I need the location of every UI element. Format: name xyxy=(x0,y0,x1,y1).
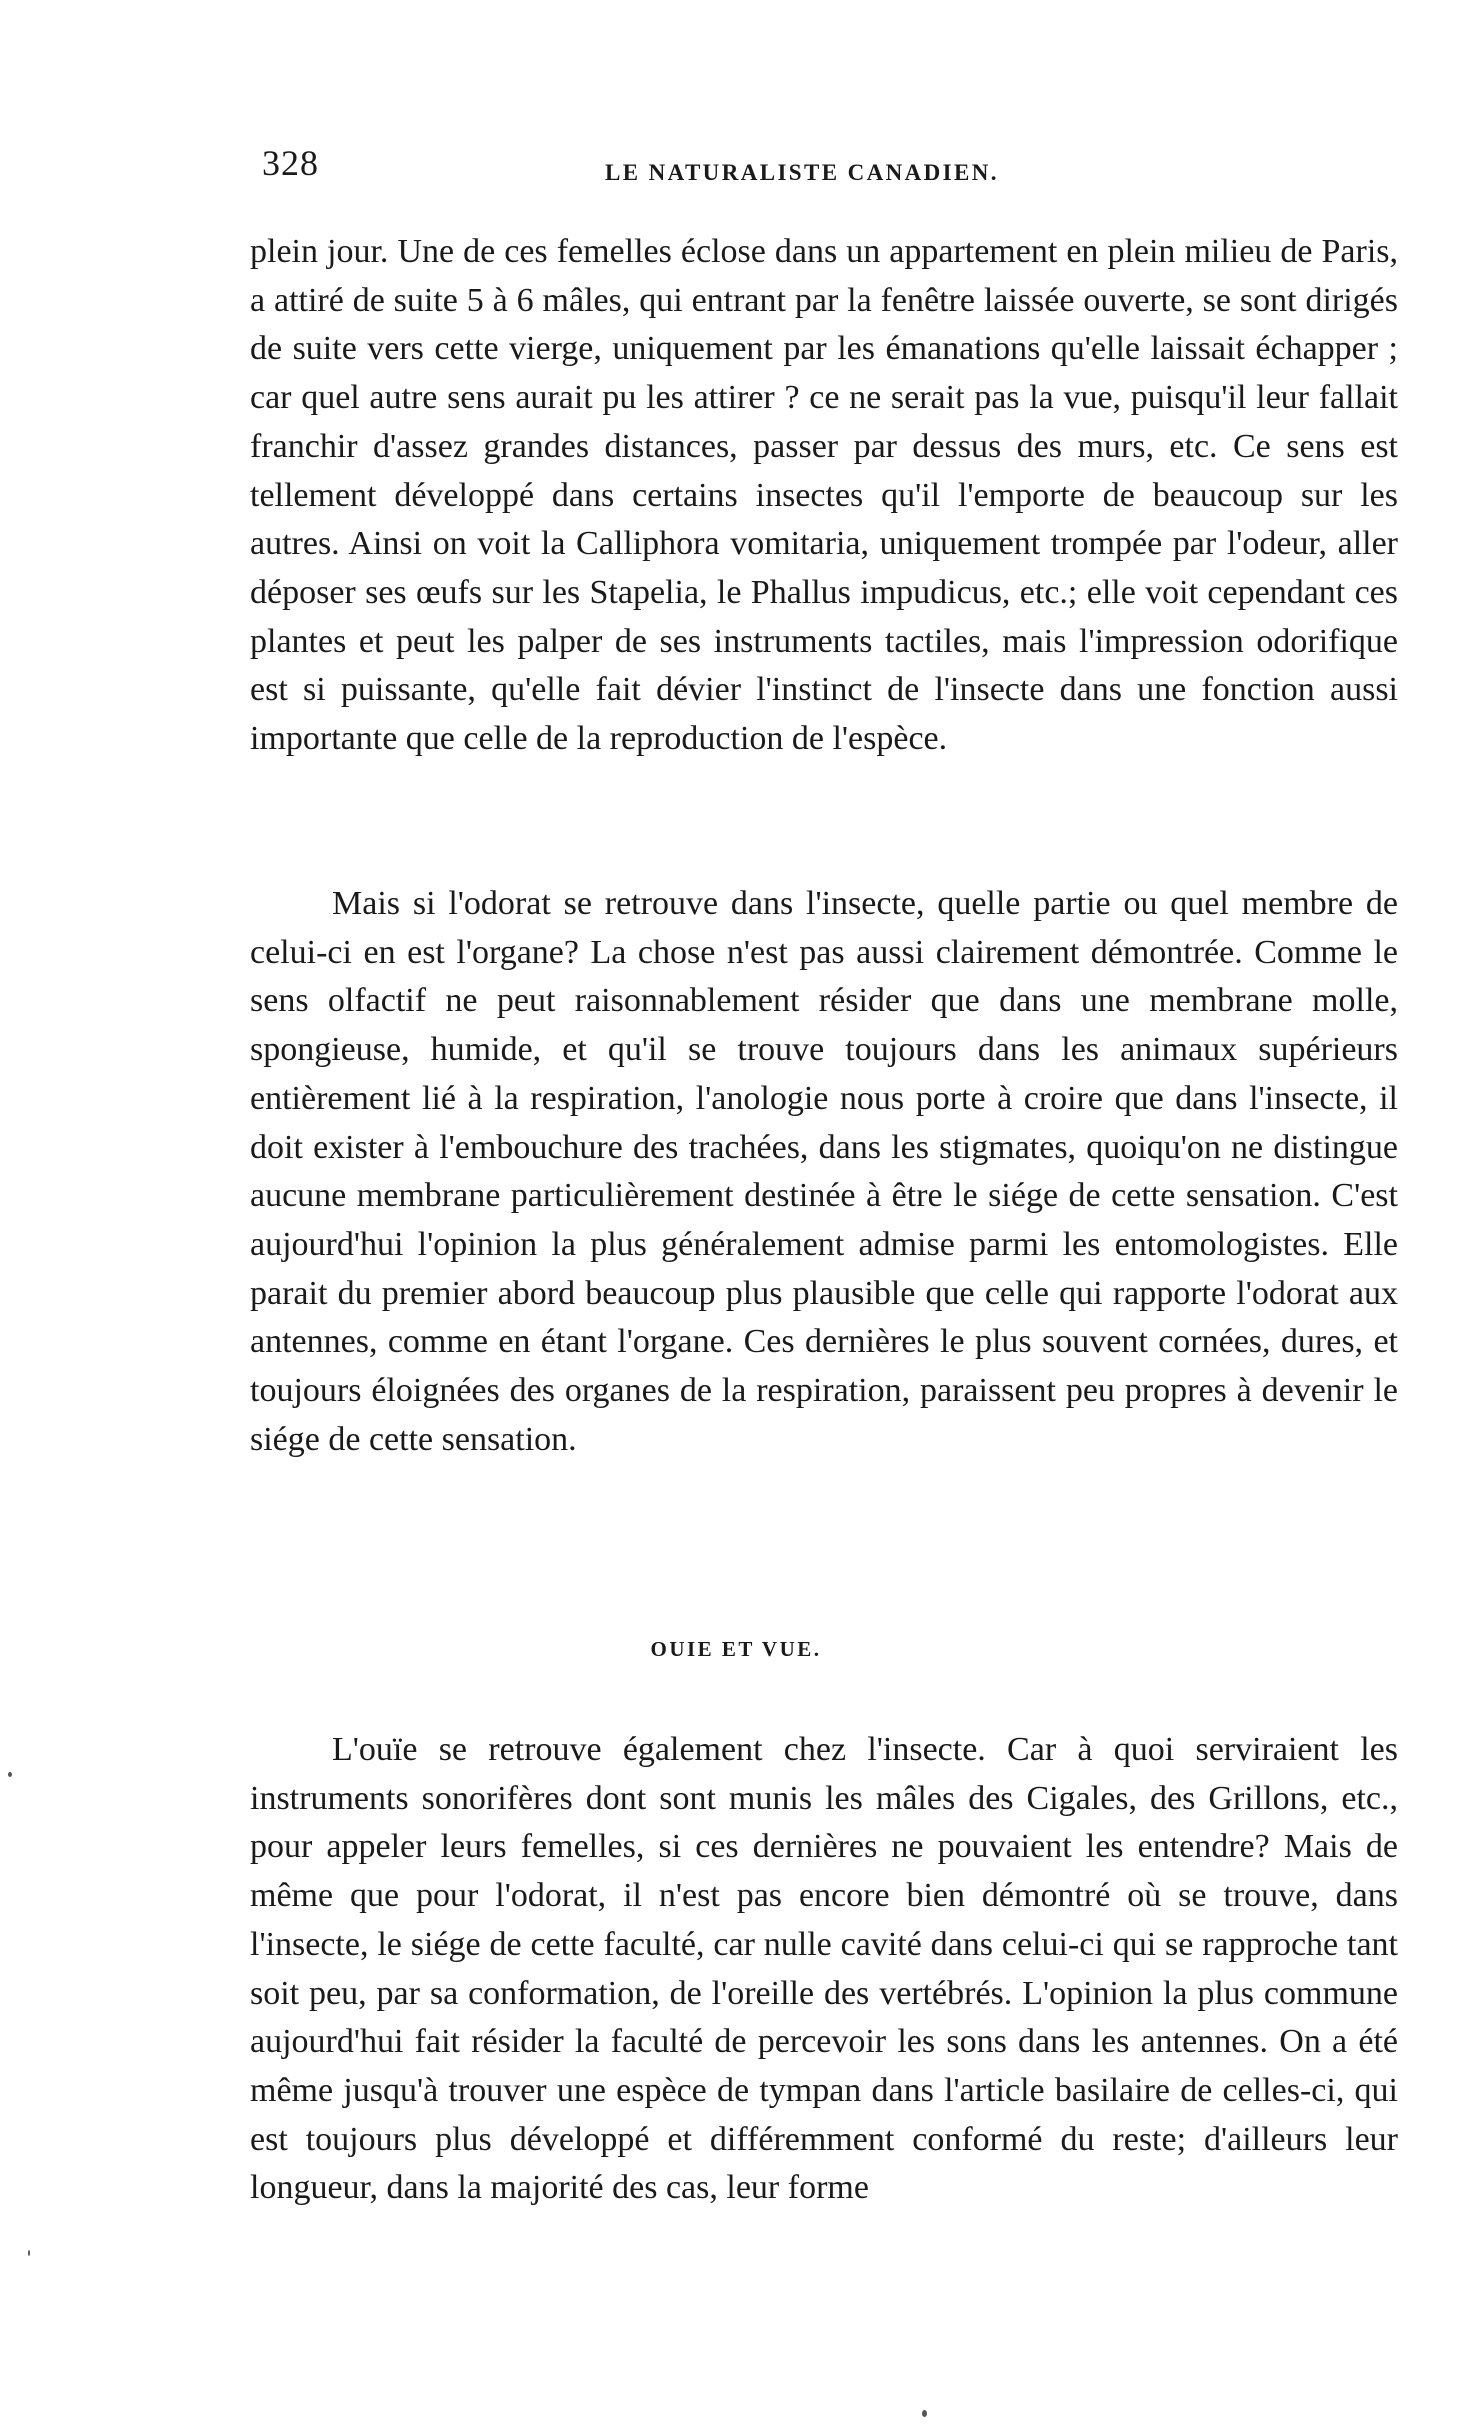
section-heading: OUIE ET VUE. xyxy=(650,1637,822,1661)
paragraph-3-text: L'ouïe se retrouve également chez l'insecte. Car à quoi serviraient les instruments sonorifères dont sont munis les mâles des Cigales, des Grillons, etc., pour appeler leurs femelles, si ces dernières ne pouvaient les entendre? Mais de même que pour l'odorat, il n'est pas encore bien démontré où se trouve, dans l'insecte, le siége de cette faculté, car nulle cavité dans celui-ci qui se rapproche tant soit peu, par sa conformation, de l'oreille des vertébrés. L'opinion la plus commune aujourd'hui fait résider la faculté de percevoir les sons dans les antennes. On a été même jusqu'à trouver une espèce de tympan dans l'article basilaire de celles-ci, qui est toujours plus développé et différemment conformé du reste; d'ailleurs leur longueur, dans la majorité des cas, leur forme xyxy=(250,1731,1398,2207)
print-speck xyxy=(28,2250,30,2256)
page-number: 328 xyxy=(262,143,319,183)
print-speck xyxy=(922,2410,927,2417)
paragraph-2 xyxy=(250,880,1398,1464)
paragraph-2-text: Mais si l'odorat se retrouve dans l'insecte, quelle partie ou quel membre de celui-ci en est l'organe? La chose n'est pas aussi clairement démontrée. Comme le sens olfactif ne peut raisonnablement résider que dans une membrane molle, spongieuse, humide, et qu'il se trouve toujours dans les animaux supérieurs entièrement lié à la respiration, l'anologie nous porte à croire que dans l'insecte, il doit exister à l'embouchure des trachées, dans les stigmates, quoiqu'on ne distingue aucune membrane particulièrement destinée à être le siége de cette sensation. C'est aujourd'hui l'opinion la plus généralement admise parmi les entomologistes. Elle parait du premier abord beaucoup plus plausible que celle qui rapporte l'odorat aux antennes, comme en étant l'organe. Ces dernières le plus souvent cornées, dures, et toujours éloignées des organes de la respiration, paraissent peu propres à devenir le siége de cette sensation. xyxy=(250,885,1398,1458)
running-title: LE NATURALISTE CANADIEN. xyxy=(605,160,999,185)
paragraph-2-block xyxy=(250,880,1398,1464)
paragraph-1-block xyxy=(250,228,1398,764)
paragraph-1: plein jour. Une de ces femelles éclose dans un appartement en plein milieu de Paris, a attiré de suite 5 à 6 mâles, qui entrant par la fenêtre laissée ouverte, se sont dirigés de suite vers cette vierge, uniquement par les émanations qu'elle laissait échapper ; car quel autre sens aurait pu les attirer ? ce ne serait pas la vue, puisqu'il leur fallait franchir d'assez grandes distances, passer par dessus des murs, etc. Ce sens est tellement développé dans certains insectes qu'il l'emporte de beaucoup sur les autres. Ainsi on voit la Calliphora vomitaria, uniquement trompée par l'odeur, aller déposer ses œufs sur les Stapelia, le Phallus impudicus, etc.; elle voit cependant ces plantes et peut les palper de ses instruments tactiles, mais l'impression odorifique est si puissante, qu'elle fait dévier l'instinct de l'insecte dans une fonction aussi importante que celle de la reproduction de l'espèce. xyxy=(250,233,1398,758)
paragraph-3-block xyxy=(250,1726,1398,2213)
paragraph-3 xyxy=(250,1726,1398,2213)
print-speck xyxy=(8,1772,12,1777)
